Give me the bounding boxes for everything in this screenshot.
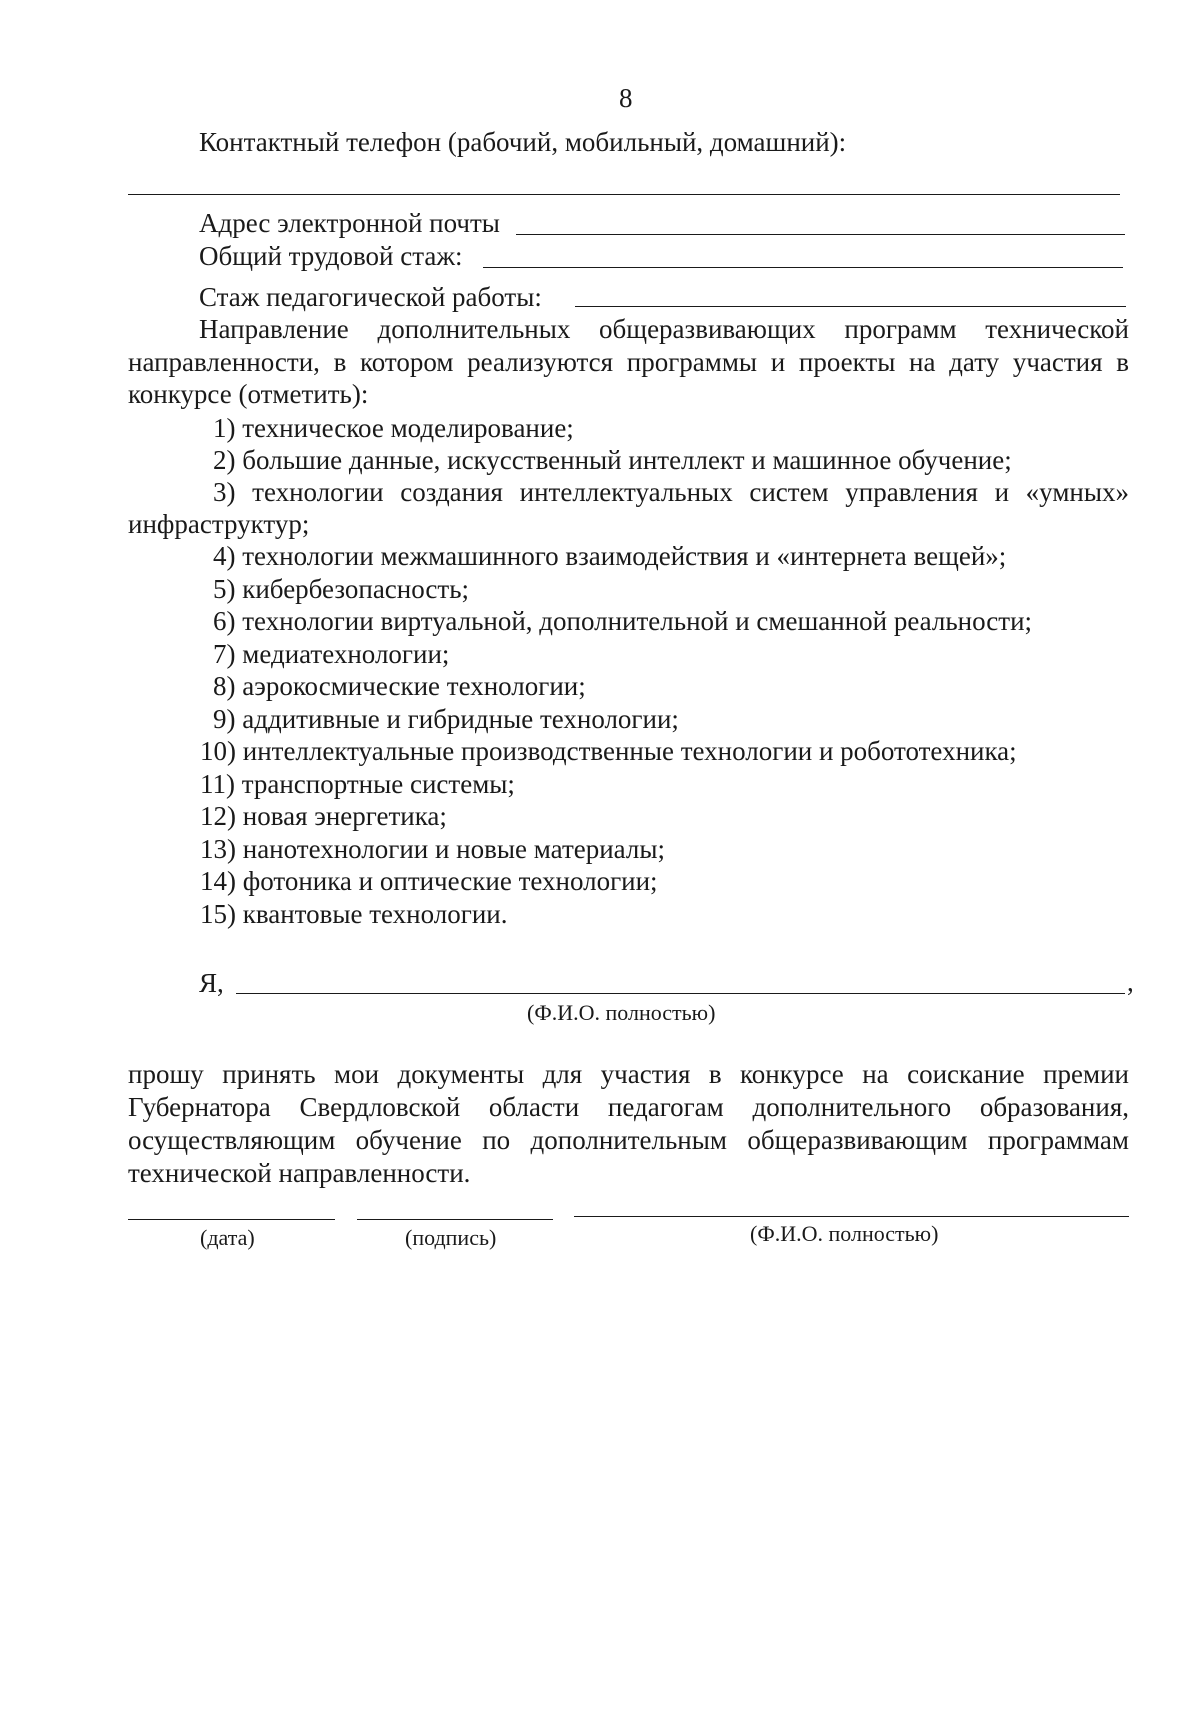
direction-intro-line-3: конкурсе (отметить): <box>128 379 369 409</box>
direction-item[interactable]: 8) аэрокосмические технологии; <box>213 671 586 701</box>
direction-item[interactable]: 2) большие данные, искусственный интеллект и машинное обучение; <box>213 445 1012 475</box>
request-line-1: прошу принять мои документы для участия в конкурсе на соискание премии <box>128 1059 1129 1089</box>
contact-phone-label: Контактный телефон (рабочий, мобильный, домашний): <box>199 127 847 157</box>
date-field[interactable] <box>128 1219 335 1220</box>
direction-item[interactable]: 1) техническое моделирование; <box>213 413 574 443</box>
request-line-2: Губернатора Свердловской области педагогам дополнительного образования, <box>128 1092 1129 1122</box>
page-number: 8 <box>619 83 633 113</box>
direction-item[interactable]: 13) нанотехнологии и новые материалы; <box>200 834 666 864</box>
request-line-4: технической направленности. <box>128 1158 471 1188</box>
direction-item[interactable]: 4) технологии межмашинного взаимодействия и «интернета вещей»; <box>213 541 1007 571</box>
direction-item[interactable]: 5) кибербезопасность; <box>213 574 470 604</box>
direction-intro-line-1: Направление дополнительных общеразвивающих программ технической <box>199 314 1129 344</box>
signature-field[interactable] <box>357 1219 553 1220</box>
teaching-experience-label: Стаж педагогической работы: <box>199 282 542 312</box>
signature-caption: (подпись) <box>405 1225 497 1250</box>
direction-item-continuation: инфраструктур; <box>128 509 310 539</box>
direction-item[interactable]: 6) технологии виртуальной, дополнительной и смешанной реальности; <box>213 606 1033 636</box>
contact-phone-field[interactable] <box>128 194 1120 195</box>
direction-item[interactable]: 7) медиатехнологии; <box>213 639 450 669</box>
direction-item[interactable]: 14) фотоника и оптические технологии; <box>200 866 658 896</box>
signer-fio-caption: (Ф.И.О. полностью) <box>750 1221 939 1246</box>
direction-item[interactable]: 15) квантовые технологии. <box>200 899 508 929</box>
declarant-fio-caption: (Ф.И.О. полностью) <box>527 1000 716 1025</box>
direction-item[interactable]: 11) транспортные системы; <box>200 769 515 799</box>
direction-item[interactable]: 9) аддитивные и гибридные технологии; <box>213 704 679 734</box>
signer-fio-field[interactable] <box>574 1216 1129 1217</box>
declarant-name-field[interactable] <box>236 993 1125 994</box>
declaration-ya: Я, <box>199 968 224 998</box>
declaration-comma: , <box>1127 967 1134 997</box>
total-experience-label: Общий трудовой стаж: <box>199 241 463 271</box>
request-line-3: осуществляющим обучение по дополнительным общеразвивающим программам <box>128 1125 1129 1155</box>
teaching-experience-field[interactable] <box>575 306 1126 307</box>
total-experience-field[interactable] <box>483 267 1123 268</box>
direction-intro-line-2: направленности, в котором реализуются программы и проекты на дату участия в <box>128 347 1129 377</box>
direction-item[interactable]: 10) интеллектуальные производственные технологии и робототехника; <box>200 736 1017 766</box>
email-label: Адрес электронной почты <box>199 208 500 238</box>
date-caption: (дата) <box>200 1225 255 1250</box>
direction-item[interactable]: 3) технологии создания интеллектуальных систем управления и «умных» <box>213 477 1129 507</box>
email-field[interactable] <box>516 234 1125 235</box>
direction-item[interactable]: 12) новая энергетика; <box>200 801 447 831</box>
